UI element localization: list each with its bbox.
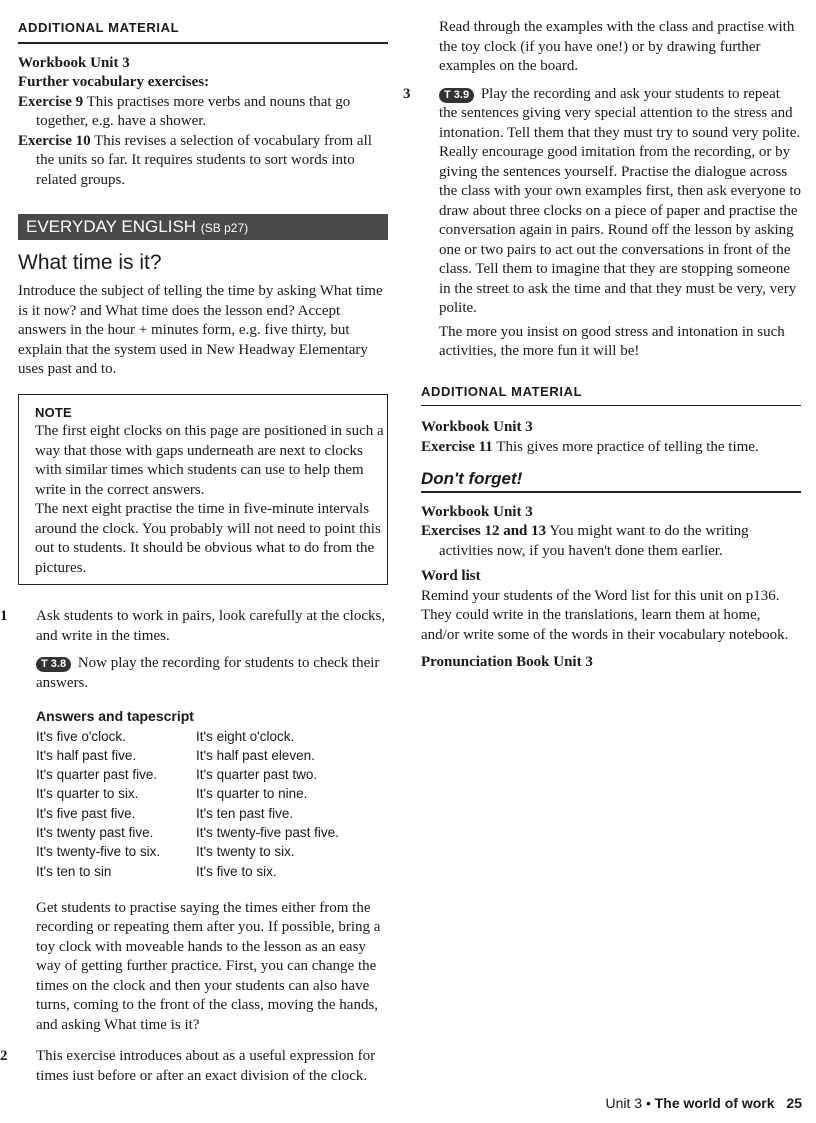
- page-footer: [605, 1094, 802, 1114]
- answer-b2: It's half past eleven.: [196, 747, 315, 763]
- item-2-text: This exercise introduces about as a useful expression for times iust before or after an exact division of the clock.: [36, 1048, 376, 1084]
- item-1: 1 Ask students to work in pairs, look carefully at the clocks, and write in the times. T 3.8 Now play the recording for students to check their answers.: [18, 607, 388, 693]
- additional-material-header: ADDITIONAL MATERIAL: [18, 20, 180, 35]
- answers-grid: [36, 727, 388, 881]
- item-2: 2 This exercise introduces about as a useful expression for times iust before or after an exact division of the clock.: [18, 1047, 388, 1086]
- exercise-11: Exercise 11 This gives more practice of telling the time.: [421, 438, 759, 455]
- note-title: NOTE: [35, 404, 72, 420]
- word-list-title: Word list: [421, 568, 481, 584]
- dont-forget-heading: Don't forget!: [421, 469, 523, 488]
- answer-b5: It's ten past five.: [196, 805, 294, 821]
- left-column: [0, 0, 388, 1086]
- header-rule-2: [421, 405, 801, 406]
- footer-unit: Unit 3: [605, 1095, 643, 1111]
- answer-b6: It's twenty-five past five.: [196, 824, 339, 840]
- header-rule: [18, 42, 388, 44]
- exercises-12-13: Exercises 12 and 13 You might want to do the writing activities now, if you haven't done them earlier.: [421, 523, 749, 559]
- recording-badge-t39: T 3.9: [439, 88, 474, 103]
- intro-paragraph: Introduce the subject of telling the time by asking What time is it now? and What time does the lesson end? Accept answers in the hour + minutes form, e.g. five thirty, but explain that the system used in New Headway Elementary uses past and to.: [18, 283, 383, 377]
- continued-paragraph: Read through the examples with the class and practise with the toy clock (if you have one!) or by drawing further examples on the board.: [439, 19, 795, 74]
- workbook-title-2: Workbook Unit 3: [421, 419, 533, 435]
- answer-a4: It's quarter to six.: [36, 786, 139, 802]
- note-paragraph-2: The next eight practise the time in five-minute intervals around the clock. You probably will not need to point this out to students. It should be obvious what to do from the pictures.: [35, 501, 381, 576]
- footer-title: The world of work: [654, 1095, 775, 1111]
- section-heading: What time is it?: [18, 251, 162, 274]
- everyday-english-banner: EVERYDAY ENGLISH (SB p27): [18, 214, 388, 240]
- answer-a7: It's twenty-five to six.: [36, 844, 161, 860]
- practise-paragraph: Get students to practise saying the times either from the recording or repeating them after you. If possible, bring a toy clock with moveable hands to the lesson as an easy way of getting further practice. First, you can change the times on the clock and then your students can also have turns, coming to the front of the class, moving the hands, and asking What time is it?: [36, 899, 381, 1033]
- additional-material-header-2: ADDITIONAL MATERIAL: [421, 383, 583, 399]
- answer-b8: It's five to six.: [196, 863, 277, 879]
- exercise-10: Exercise 10 This revises a selection of vocabulary from all the units so far. It requires students to sort words into related groups.: [18, 132, 372, 188]
- workbook-title: Workbook Unit 3: [18, 54, 130, 71]
- answer-a8: It's ten to sin: [36, 863, 112, 879]
- right-column: [403, 0, 801, 673]
- note-paragraph-1: The first eight clocks on this page are positioned in such a way that those with gaps underneath are next to clocks with similar times which students can use to help them write in the correct answers.: [35, 423, 384, 498]
- exercise-9: Exercise 9 This practises more verbs and nouns that go together, e.g. have a shower.: [18, 93, 351, 129]
- answer-b4: It's quarter to nine.: [196, 786, 308, 802]
- footer-bullet: •: [645, 1095, 651, 1111]
- answer-b3: It's quarter past two.: [196, 767, 318, 783]
- workbook-title-3: Workbook Unit 3: [421, 503, 533, 520]
- answer-b1: It's eight o'clock.: [196, 728, 295, 744]
- workbook-subtitle: Further vocabulary exercises:: [18, 74, 210, 90]
- answers-title: Answers and tapescript: [36, 708, 194, 724]
- answer-b7: It's twenty to six.: [196, 844, 295, 860]
- answer-a1: It's five o'clock.: [36, 728, 126, 744]
- answer-a5: It's five past five.: [36, 805, 136, 821]
- item-1-text: Ask students to work in pairs, look carefully at the clocks, and write in the times.: [36, 608, 386, 644]
- note-box: [18, 394, 388, 586]
- dont-forget-rule: [421, 491, 801, 493]
- answer-a6: It's twenty past five.: [36, 824, 154, 840]
- word-list-text: Remind your students of the Word list for this unit on p136. They could write in the translations, learn them at home, and/or write some of the words in their vocabulary notebook.: [421, 587, 789, 643]
- item-3: 3 T 3.9 Play the recording and ask your students to repeat the sentences giving very special attention to the stress and intonation. Tell them that they must try to sound very polite. Really encourage good imitation from the recording, or by giving the sentences yourself. Practise the dialogue across the class with your own examples first, then ask everyone to draw about three clocks on a piece of paper and practise the conversation again in pairs. Round off the lesson by asking one or two pairs to act out the conversations in front of the class. Tell them to imagine that they are stopping someone in the street to ask the time and that they must be very, very polite. The more you insist on good stress and intonation in such activities, the more fun it will be!: [421, 85, 801, 362]
- recording-badge: T 3.8: [36, 657, 71, 672]
- item-1-play: T 3.8 Now play the recording for students to check their answers.: [36, 655, 380, 691]
- pronunciation-book-title: Pronunciation Book Unit 3: [421, 654, 593, 670]
- answer-a2: It's half past five.: [36, 747, 137, 763]
- answers-block: [18, 707, 388, 881]
- answer-a3: It's quarter past five.: [36, 767, 158, 783]
- page-number: 25: [786, 1095, 802, 1111]
- item-3-text: T 3.9 Play the recording and ask your students to repeat the sentences giving very special attention to the stress and intonation. Tell them that they must try to sound very polite. Really encourage good imitation from the recording, or by giving the sentences yourself. Practise the dialogue across the class with your own examples first, then ask everyone to draw about three clocks on a piece of paper and practise the conversation again in pairs. Round off the lesson by asking one or two pairs to act out the conversations in front of the class. Tell them to imagine that they are stopping someone in the street to ask the time and that they must be very, very polite.: [439, 85, 801, 316]
- item-3-more: The more you insist on good stress and intonation in such activities, the more fun it will be!: [439, 323, 785, 359]
